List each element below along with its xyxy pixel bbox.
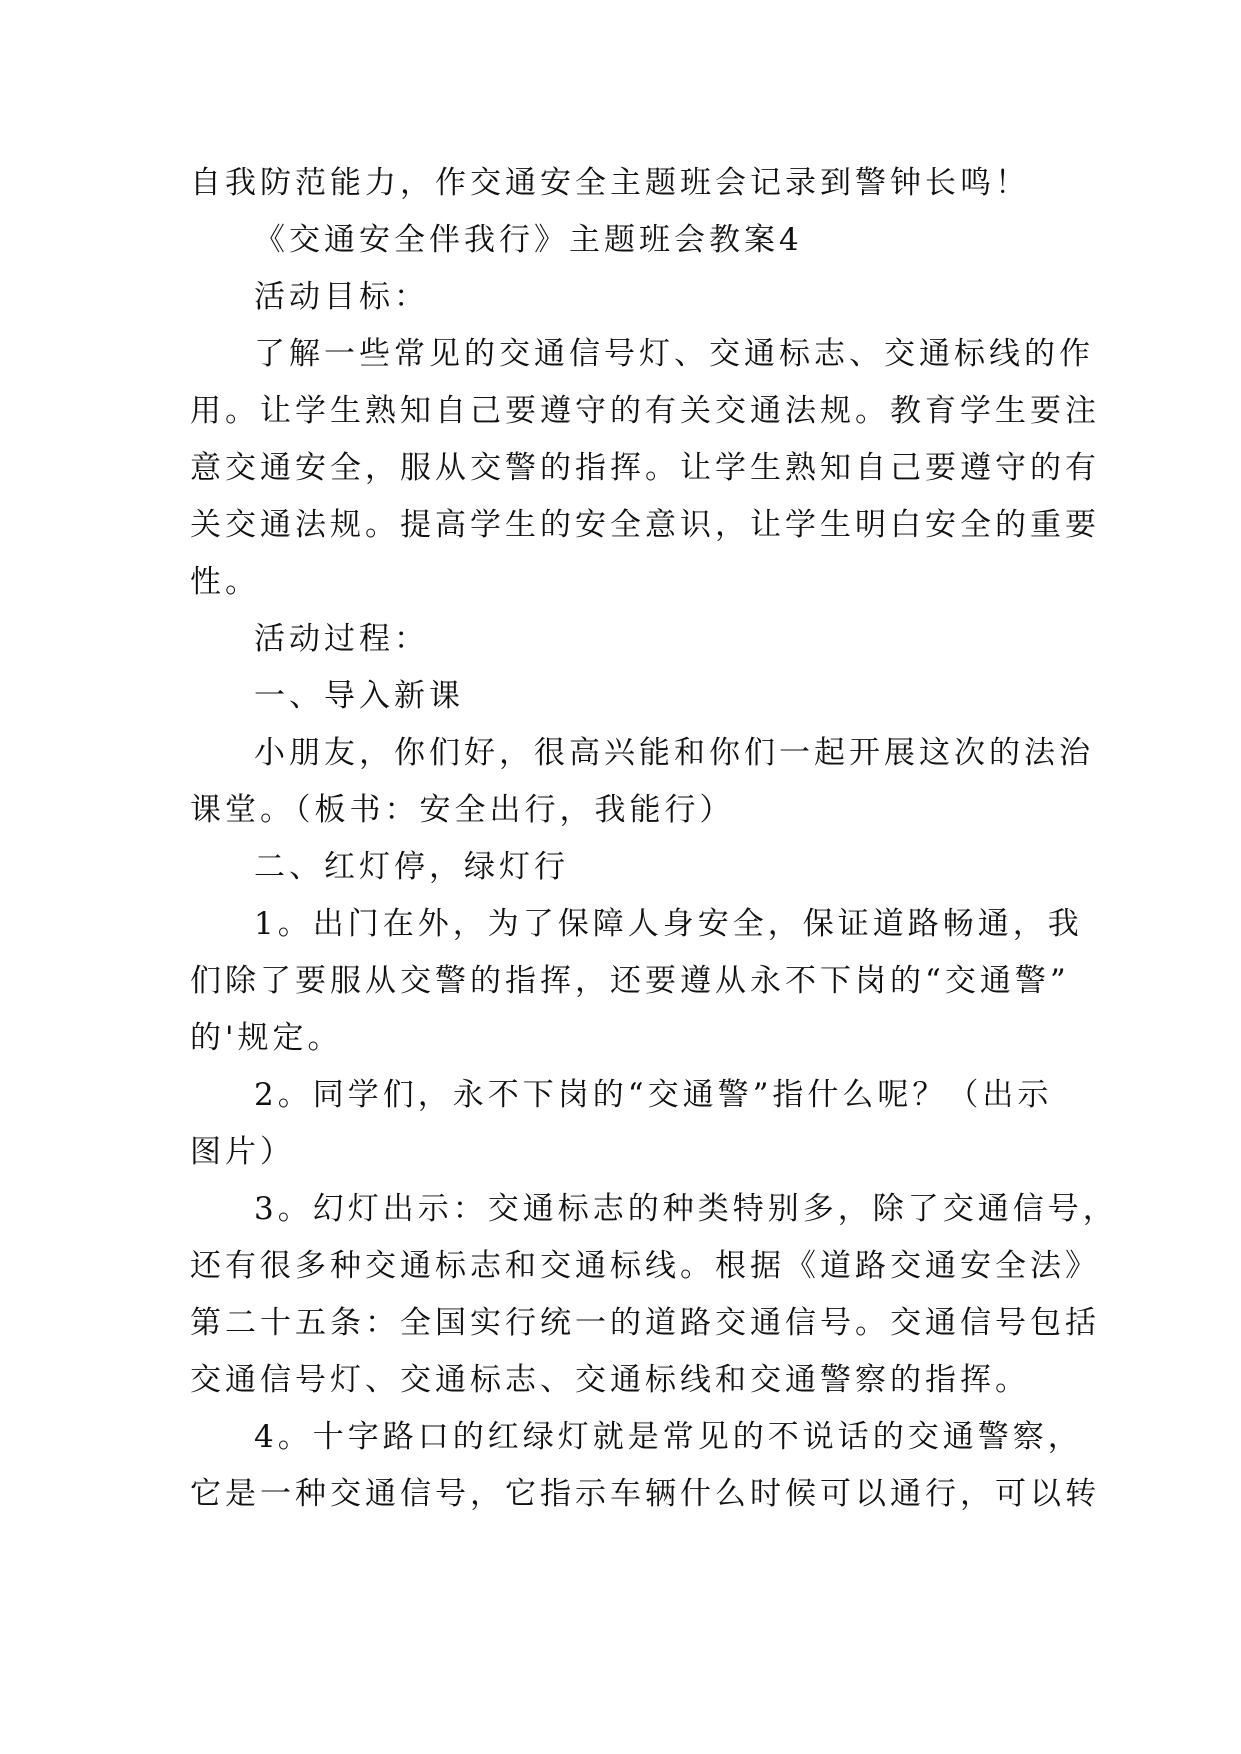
text-line: 《交通安全伴我行》主题班会教案4	[254, 222, 803, 258]
text-line: 活动目标：	[254, 279, 429, 315]
paragraph	[190, 839, 1050, 896]
text-line: 交通信号灯、交通标志、交通标线和交通警察的指挥。	[190, 1362, 1030, 1398]
text-line: 二、红灯停，绿灯行	[254, 849, 569, 885]
text-line: 了解一些常见的交通信号灯、交通标志、交通标线的作	[254, 336, 1094, 372]
text-line: 课堂。（板书：安全出行，我能行）	[190, 792, 735, 828]
document-body	[190, 155, 1118, 1523]
text-line: 它是一种交通信号，它指示车辆什么时候可以通行，可以转	[190, 1476, 1100, 1512]
paragraph	[190, 611, 1050, 668]
text-line: 还有很多种交通标志和交通标线。根据《道路交通安全法》	[190, 1248, 1100, 1284]
text-line: 1。出门在外，为了保障人身安全，保证道路畅通，我	[254, 906, 1083, 942]
paragraph	[190, 326, 1100, 611]
paragraph	[190, 896, 1083, 1067]
text-line: 关交通法规。提高学生的安全意识，让学生明白安全的重要	[190, 507, 1100, 543]
text-line: 2。同学们，永不下岗的“交通警”指什么呢？（出示	[254, 1077, 1053, 1113]
text-line: 活动过程：	[254, 621, 429, 657]
paragraph	[190, 155, 1050, 212]
paragraph	[190, 269, 1050, 326]
text-line: 的'规定。	[190, 1020, 343, 1056]
text-line: 小朋友，你们好，很高兴能和你们一起开展这次的法治	[254, 735, 1094, 771]
paragraph	[190, 1409, 1100, 1523]
text-line: 意交通安全，服从交警的指挥。让学生熟知自己要遵守的有	[190, 450, 1100, 486]
text-line: 3。幻灯出示：交通标志的种类特别多，除了交通信号，	[254, 1191, 1118, 1227]
paragraph	[190, 1181, 1118, 1409]
text-line: 们除了要服从交警的指挥，还要遵从永不下岗的“交通警”	[190, 963, 1070, 999]
paragraph	[190, 1067, 1053, 1181]
text-line: 自我防范能力，作交通安全主题班会记录到警钟长鸣！	[190, 165, 1030, 201]
paragraph	[190, 725, 1094, 839]
text-line: 第二十五条：全国实行统一的道路交通信号。交通信号包括	[190, 1305, 1100, 1341]
text-line: 4。十字路口的红绿灯就是常见的不说话的交通警察，	[254, 1419, 1083, 1455]
text-line: 用。让学生熟知自己要遵守的有关交通法规。教育学生要注	[190, 393, 1100, 429]
text-line: 图片）	[190, 1134, 295, 1170]
paragraph	[190, 212, 1050, 269]
paragraph	[190, 668, 1050, 725]
text-line: 一、导入新课	[254, 678, 464, 714]
text-line: 性。	[190, 564, 260, 600]
